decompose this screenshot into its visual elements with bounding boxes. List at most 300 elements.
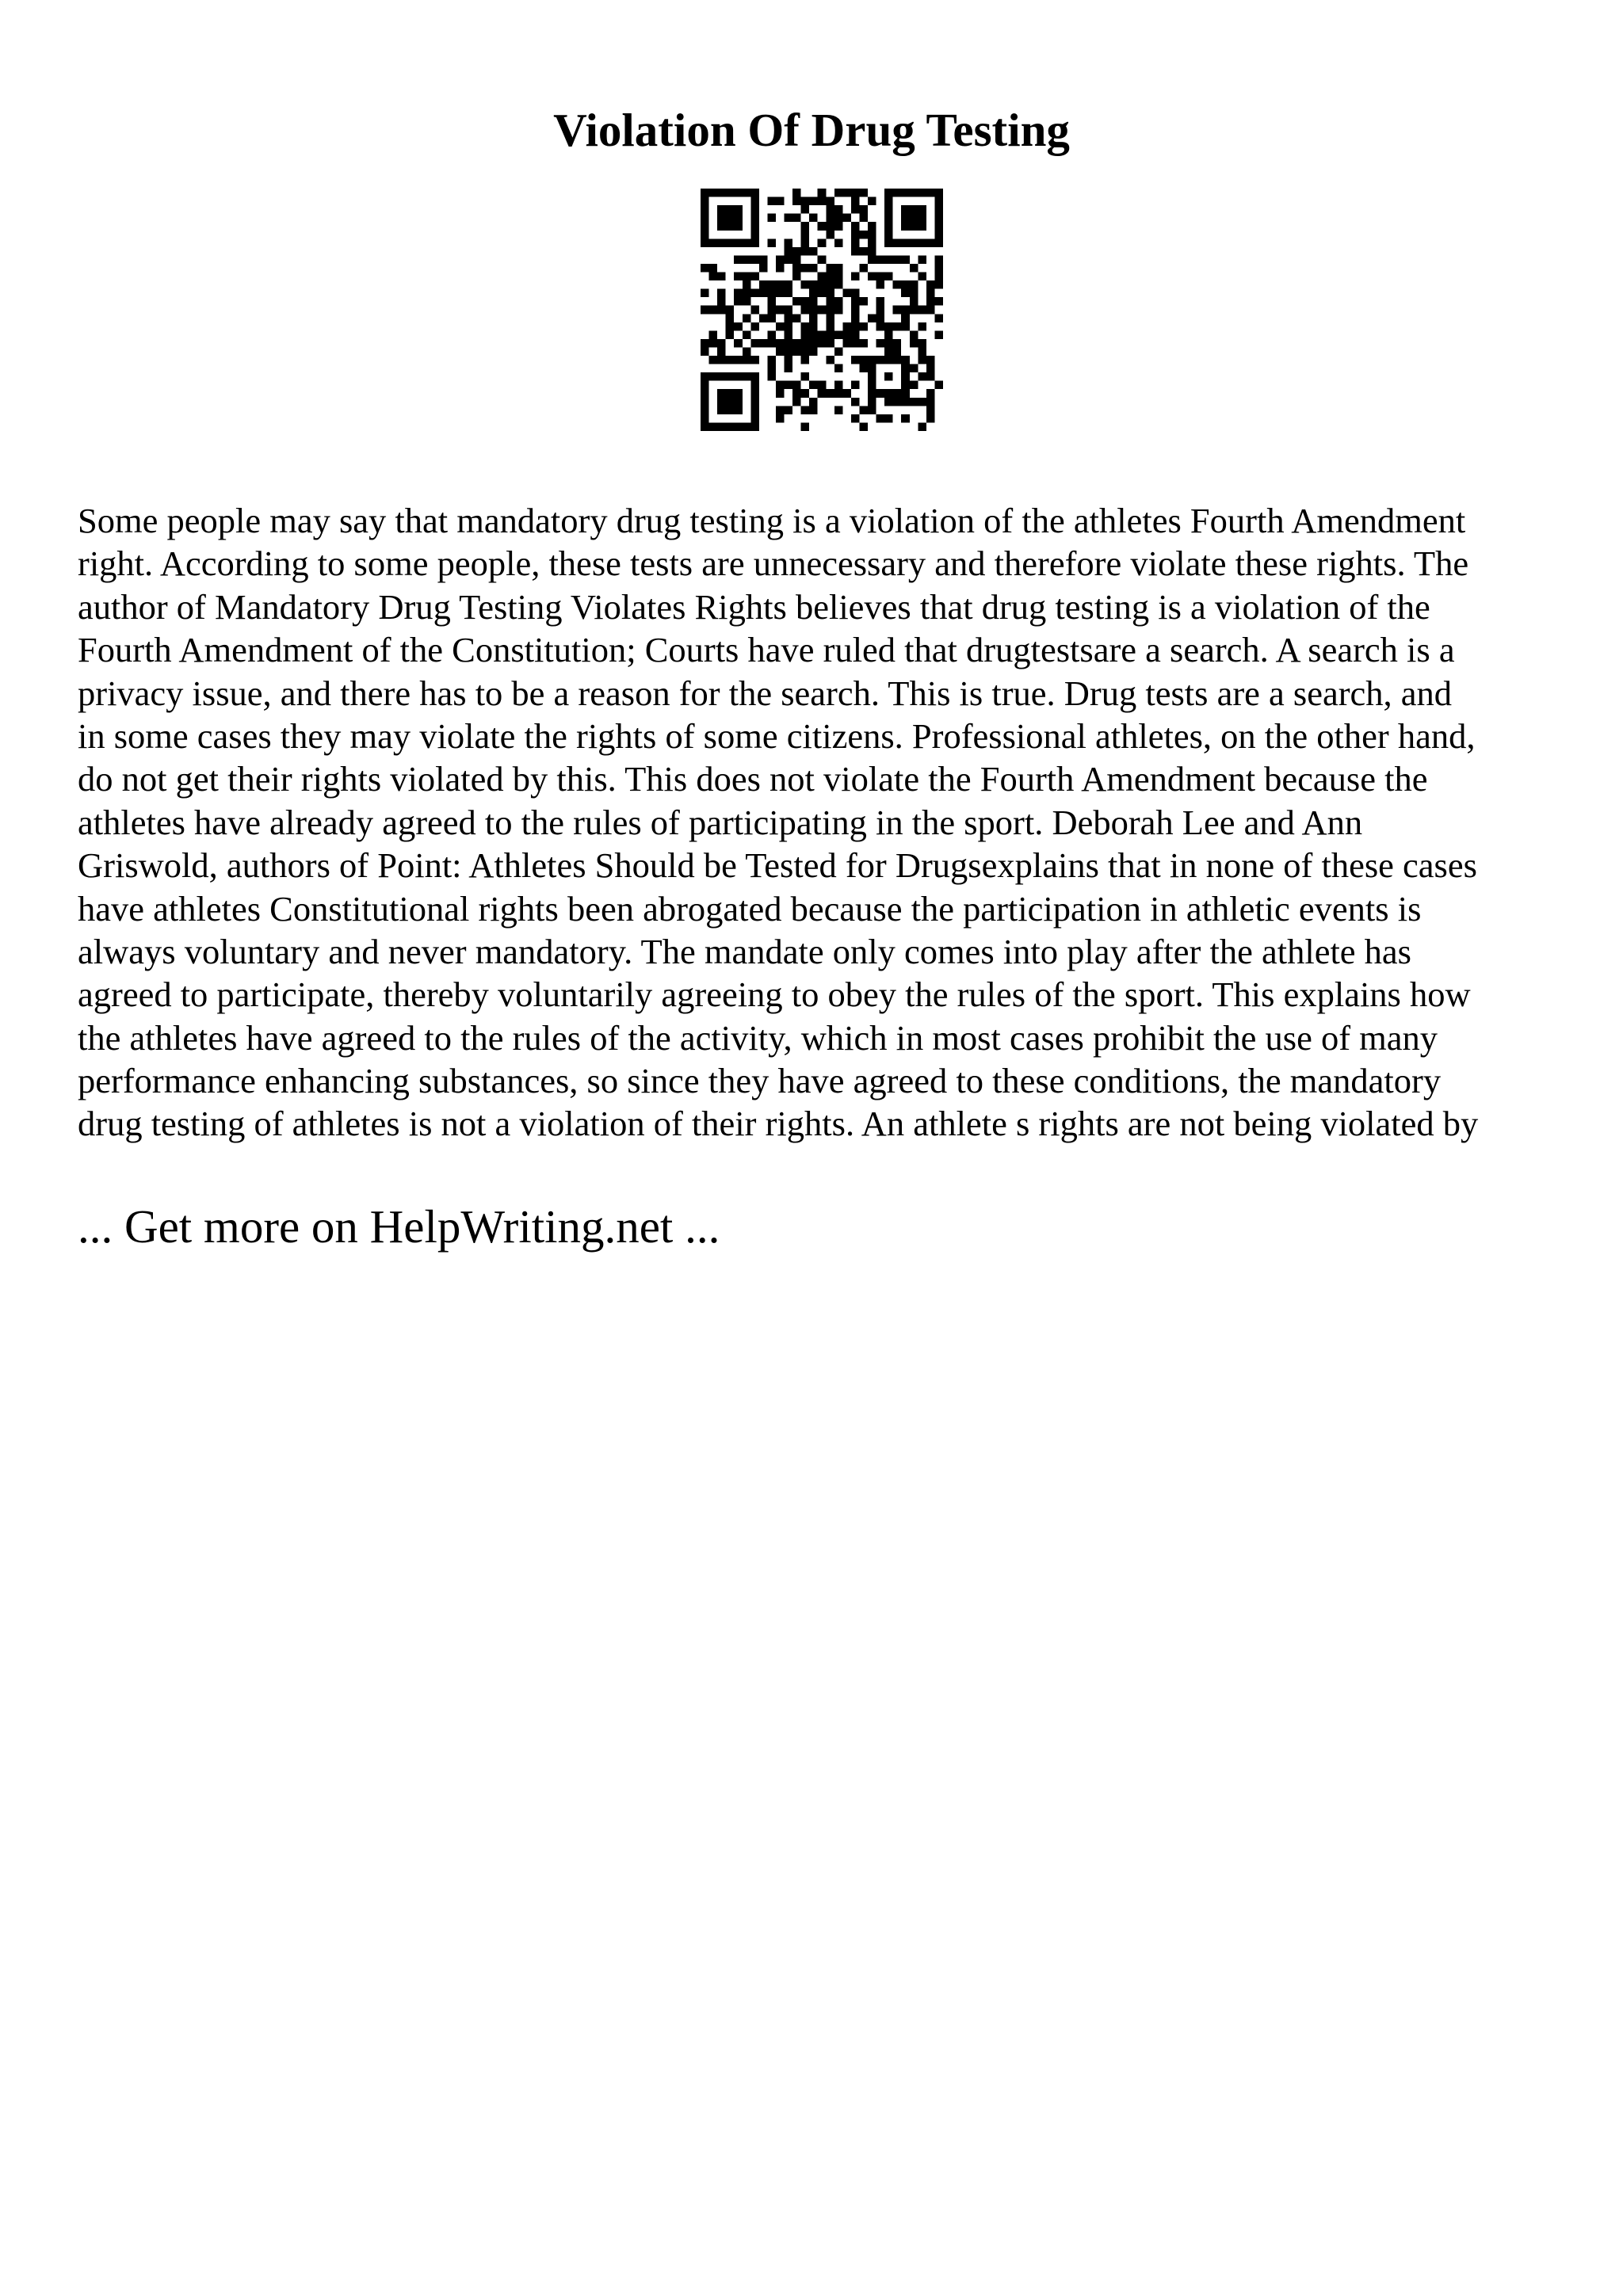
qr-module [767,372,776,381]
qr-module [743,347,751,356]
qr-module [859,231,868,239]
qr-module [785,381,793,390]
qr-module [750,381,759,390]
qr-module [826,280,834,289]
qr-module [834,189,843,197]
qr-module [868,398,876,406]
qr-module [818,238,827,247]
qr-module [734,297,743,306]
qr-module [759,264,768,273]
qr-module [701,231,709,239]
qr-module [893,347,902,356]
qr-module [776,264,785,273]
qr-module [893,389,902,398]
qr-module [785,280,793,289]
qr-module [859,356,868,364]
qr-module [834,347,843,356]
qr-module [792,297,801,306]
qr-module [876,273,885,281]
body-line: in some cases they may violate the rights of some citizens. Professional athletes, on the other hand, [78,715,1476,756]
qr-module [717,238,726,247]
qr-module [767,330,776,339]
qr-module [734,255,743,264]
qr-module [759,280,768,289]
qr-module [818,339,827,348]
qr-module [851,289,860,298]
qr-module [726,189,735,197]
qr-module [859,422,868,431]
qr-module [801,231,810,239]
get-more-link[interactable]: ... Get more on HelpWriting.net ... [78,1200,720,1253]
qr-module [901,356,910,364]
qr-module [726,330,735,339]
qr-module [701,422,709,431]
qr-module [842,389,851,398]
qr-module [785,406,793,414]
qr-module [776,322,785,331]
qr-module [701,289,709,298]
qr-module [868,389,876,398]
qr-module [734,398,743,406]
qr-module [734,189,743,197]
qr-module [792,197,801,206]
qr-module [767,306,776,315]
qr-module [884,231,893,239]
qr-module [884,372,893,381]
body-line: right. According to some people, these tests are unnecessary and therefore violate these rights. The [78,543,1469,584]
qr-module [910,205,918,214]
qr-module [801,306,810,315]
qr-module [851,273,860,281]
qr-module [809,306,818,315]
qr-module [884,322,893,331]
qr-module [884,414,893,423]
qr-module [726,306,735,315]
body-line: always voluntary and never mandatory. The mandate only comes into play after the athlete has [78,931,1412,971]
qr-module [792,347,801,356]
qr-module [859,264,868,273]
qr-module [834,381,843,390]
qr-module [776,255,785,264]
qr-module [792,255,801,264]
qr-module [709,306,718,315]
qr-module [743,189,751,197]
qr-module [750,306,759,315]
qr-module [901,381,910,390]
qr-module [743,422,751,431]
qr-module [884,214,893,223]
qr-module [851,238,860,247]
qr-module [734,222,743,231]
qr-module [717,422,726,431]
qr-module [701,347,709,356]
qr-module [776,289,785,298]
qr-module [792,189,801,197]
qr-module [792,381,801,390]
qr-module [701,238,709,247]
qr-module [801,222,810,231]
qr-module [726,214,735,223]
qr-module [901,372,910,381]
qr-module [826,339,834,348]
qr-module [726,389,735,398]
qr-module [876,389,885,398]
qr-module [792,389,801,398]
qr-module [701,214,709,223]
qr-module [901,306,910,315]
qr-module [859,205,868,214]
qr-module [934,231,943,239]
qr-module [701,389,709,398]
qr-module [750,273,759,281]
qr-module [868,314,876,322]
qr-module [776,347,785,356]
qr-module [701,381,709,390]
qr-module [801,205,810,214]
qr-module [876,255,885,264]
qr-module [809,197,818,206]
qr-module [709,339,718,348]
qr-module [767,356,776,364]
qr-module [801,197,810,206]
qr-module [750,422,759,431]
qr-module [842,289,851,298]
qr-module [918,398,926,406]
body-line: athletes have already agreed to the rules of participating in the sport. Deborah Lee and Ann [78,802,1363,842]
qr-module [918,339,926,348]
qr-module [785,322,793,331]
qr-module [809,398,818,406]
qr-module [834,205,843,214]
qr-module [934,297,943,306]
qr-module [717,214,726,223]
qr-module [884,197,893,206]
qr-module [910,306,918,315]
qr-module [926,289,935,298]
qr-module [818,255,827,264]
qr-module [701,414,709,423]
qr-module [734,356,743,364]
qr-module [901,364,910,373]
qr-module [901,289,910,298]
qr-module [709,422,718,431]
qr-module [901,280,910,289]
qr-module [826,330,834,339]
qr-module [809,280,818,289]
qr-module [750,289,759,298]
qr-module [918,322,926,331]
qr-module [926,389,935,398]
qr-module [934,189,943,197]
qr-module [884,347,893,356]
qr-module [934,255,943,264]
body-line: the athletes have agreed to the rules of the activity, which in most cases prohibit the use of many [78,1017,1438,1058]
qr-module [926,356,935,364]
qr-module [859,406,868,414]
qr-module [701,222,709,231]
qr-module [776,306,785,315]
qr-module [934,197,943,206]
qr-module [709,372,718,381]
qr-module [868,406,876,414]
qr-module [893,238,902,247]
qr-module [834,364,843,373]
qr-module [717,372,726,381]
qr-module [851,197,860,206]
qr-module [851,231,860,239]
qr-module [910,280,918,289]
qr-module [918,189,926,197]
qr-module [934,314,943,322]
qr-module [834,280,843,289]
qr-module [884,222,893,231]
qr-module [901,314,910,322]
qr-module [926,306,935,315]
qr-module [743,314,751,322]
qr-module [801,330,810,339]
qr-module [884,189,893,197]
qr-module [884,273,893,281]
qr-module [717,356,726,364]
qr-module [750,322,759,331]
qr-module [726,356,735,364]
qr-module [750,389,759,398]
qr-module [750,222,759,231]
qr-module [926,280,935,289]
qr-module [785,247,793,256]
qr-module [851,205,860,214]
qr-module [759,314,768,322]
qr-module [801,297,810,306]
qr-module [767,289,776,298]
qr-module [734,322,743,331]
qr-module [818,197,827,206]
qr-module [884,398,893,406]
qr-code-icon [701,189,943,431]
qr-module [901,322,910,331]
qr-module [701,189,709,197]
qr-module [901,398,910,406]
qr-module [785,214,793,223]
qr-module [851,414,860,423]
qr-module [701,398,709,406]
qr-module [851,356,860,364]
body-line: Fourth Amendment of the Constitution; Courts have ruled that drugtestsare a search. A search is a [78,630,1455,670]
qr-module [834,306,843,315]
qr-module [876,297,885,306]
qr-module [717,339,726,348]
qr-module [717,406,726,414]
qr-module [701,205,709,214]
qr-module [734,273,743,281]
qr-module [743,255,751,264]
qr-module [776,414,785,423]
qr-module [834,264,843,273]
qr-module [934,222,943,231]
page-title: Violation Of Drug Testing [553,104,1070,156]
qr-module [884,389,893,398]
qr-module [876,356,885,364]
qr-module [785,364,793,373]
qr-module [826,314,834,322]
qr-module [851,339,860,348]
body-line: performance enhancing substances, so since they have agreed to these conditions, the mandatory [78,1061,1442,1101]
qr-module [910,339,918,348]
qr-module [910,264,918,273]
qr-module [876,280,885,289]
qr-module [910,222,918,231]
qr-module [709,330,718,339]
qr-module [750,238,759,247]
qr-module [901,255,910,264]
qr-module [734,214,743,223]
qr-module [826,306,834,315]
qr-module [926,297,935,306]
qr-module [809,289,818,298]
qr-module [759,255,768,264]
qr-module [893,189,902,197]
qr-module [726,222,735,231]
qr-module [918,222,926,231]
qr-module [876,339,885,348]
qr-module [859,214,868,223]
qr-module [734,339,743,348]
body-line: privacy issue, and there has to be a reason for the search. This is true. Drug tests are a search, and [78,673,1453,713]
qr-module [717,306,726,315]
body-line: Some people may say that mandatory drug testing is a violation of the athletes Fourth Amendment [78,501,1466,540]
qr-module [851,297,860,306]
qr-module [801,422,810,431]
qr-module [818,280,827,289]
qr-module [926,364,935,373]
qr-module [726,398,735,406]
body-line: Griswold, authors of Point: Athletes Should be Tested for Drugsexplains that in none of these cases [78,845,1477,886]
qr-module [717,289,726,298]
qr-module [809,406,818,414]
qr-module [809,247,818,256]
qr-module [910,398,918,406]
qr-module [767,214,776,223]
qr-module [792,314,801,322]
qr-module [901,238,910,247]
qr-module [818,381,827,390]
qr-module [893,255,902,264]
qr-module [884,339,893,348]
qr-module [851,189,860,197]
qr-module [743,273,751,281]
qr-module [910,297,918,306]
qr-module [785,330,793,339]
qr-module [893,280,902,289]
qr-module [851,247,860,256]
qr-module [918,372,926,381]
qr-module [842,322,851,331]
qr-module [717,189,726,197]
qr-module [826,356,834,364]
qr-module [826,289,834,298]
qr-module [792,214,801,223]
qr-module [709,264,718,273]
qr-module [876,306,885,315]
qr-module [734,289,743,298]
body-line: do not get their rights violated by this. This does not violate the Fourth Amendment because the [78,759,1428,799]
qr-module [926,406,935,414]
qr-module [859,322,868,331]
qr-module [759,339,768,348]
qr-module [785,255,793,264]
qr-module [726,406,735,414]
qr-module [893,398,902,406]
article-body [78,499,1552,1146]
qr-module [859,339,868,348]
qr-module [709,238,718,247]
qr-module [818,389,827,398]
qr-module [809,347,818,356]
qr-module [868,231,876,239]
body-line: agreed to participate, thereby voluntarily agreeing to obey the rules of the sport. This explains how [78,974,1471,1015]
qr-module [809,314,818,322]
qr-module [750,197,759,206]
qr-module [893,339,902,348]
qr-module [743,289,751,298]
qr-module [842,339,851,348]
qr-module [726,314,735,322]
qr-module [734,372,743,381]
qr-module [851,306,860,315]
qr-module [859,247,868,256]
qr-module [801,280,810,289]
qr-module [709,356,718,364]
qr-module [809,381,818,390]
qr-module [826,214,834,223]
qr-module [701,406,709,414]
qr-module [868,255,876,264]
qr-module [767,339,776,348]
qr-module [809,264,818,273]
qr-module [792,247,801,256]
qr-module [801,238,810,247]
qr-module [834,406,843,414]
qr-module [701,306,709,315]
qr-module [918,273,926,281]
body-line: author of Mandatory Drug Testing Violates Rights believes that drug testing is a violation of the [78,586,1430,627]
qr-module [901,389,910,398]
qr-module [734,238,743,247]
qr-module [934,280,943,289]
qr-module [826,273,834,281]
qr-module [717,297,726,306]
qr-module [884,238,893,247]
qr-module [743,330,751,339]
qr-module [717,389,726,398]
qr-module [842,330,851,339]
qr-module [734,389,743,398]
qr-module [818,306,827,315]
qr-module [776,381,785,390]
qr-module [826,205,834,214]
qr-module [934,214,943,223]
qr-module [776,339,785,348]
qr-module [901,205,910,214]
body-line: have athletes Constitutional rights been abrogated because the participation in athletic events is [78,888,1422,929]
qr-module [934,381,943,390]
qr-module [809,214,818,223]
qr-module [918,205,926,214]
qr-module [910,289,918,298]
qr-module [926,189,935,197]
qr-module [851,222,860,231]
qr-module [826,264,834,273]
